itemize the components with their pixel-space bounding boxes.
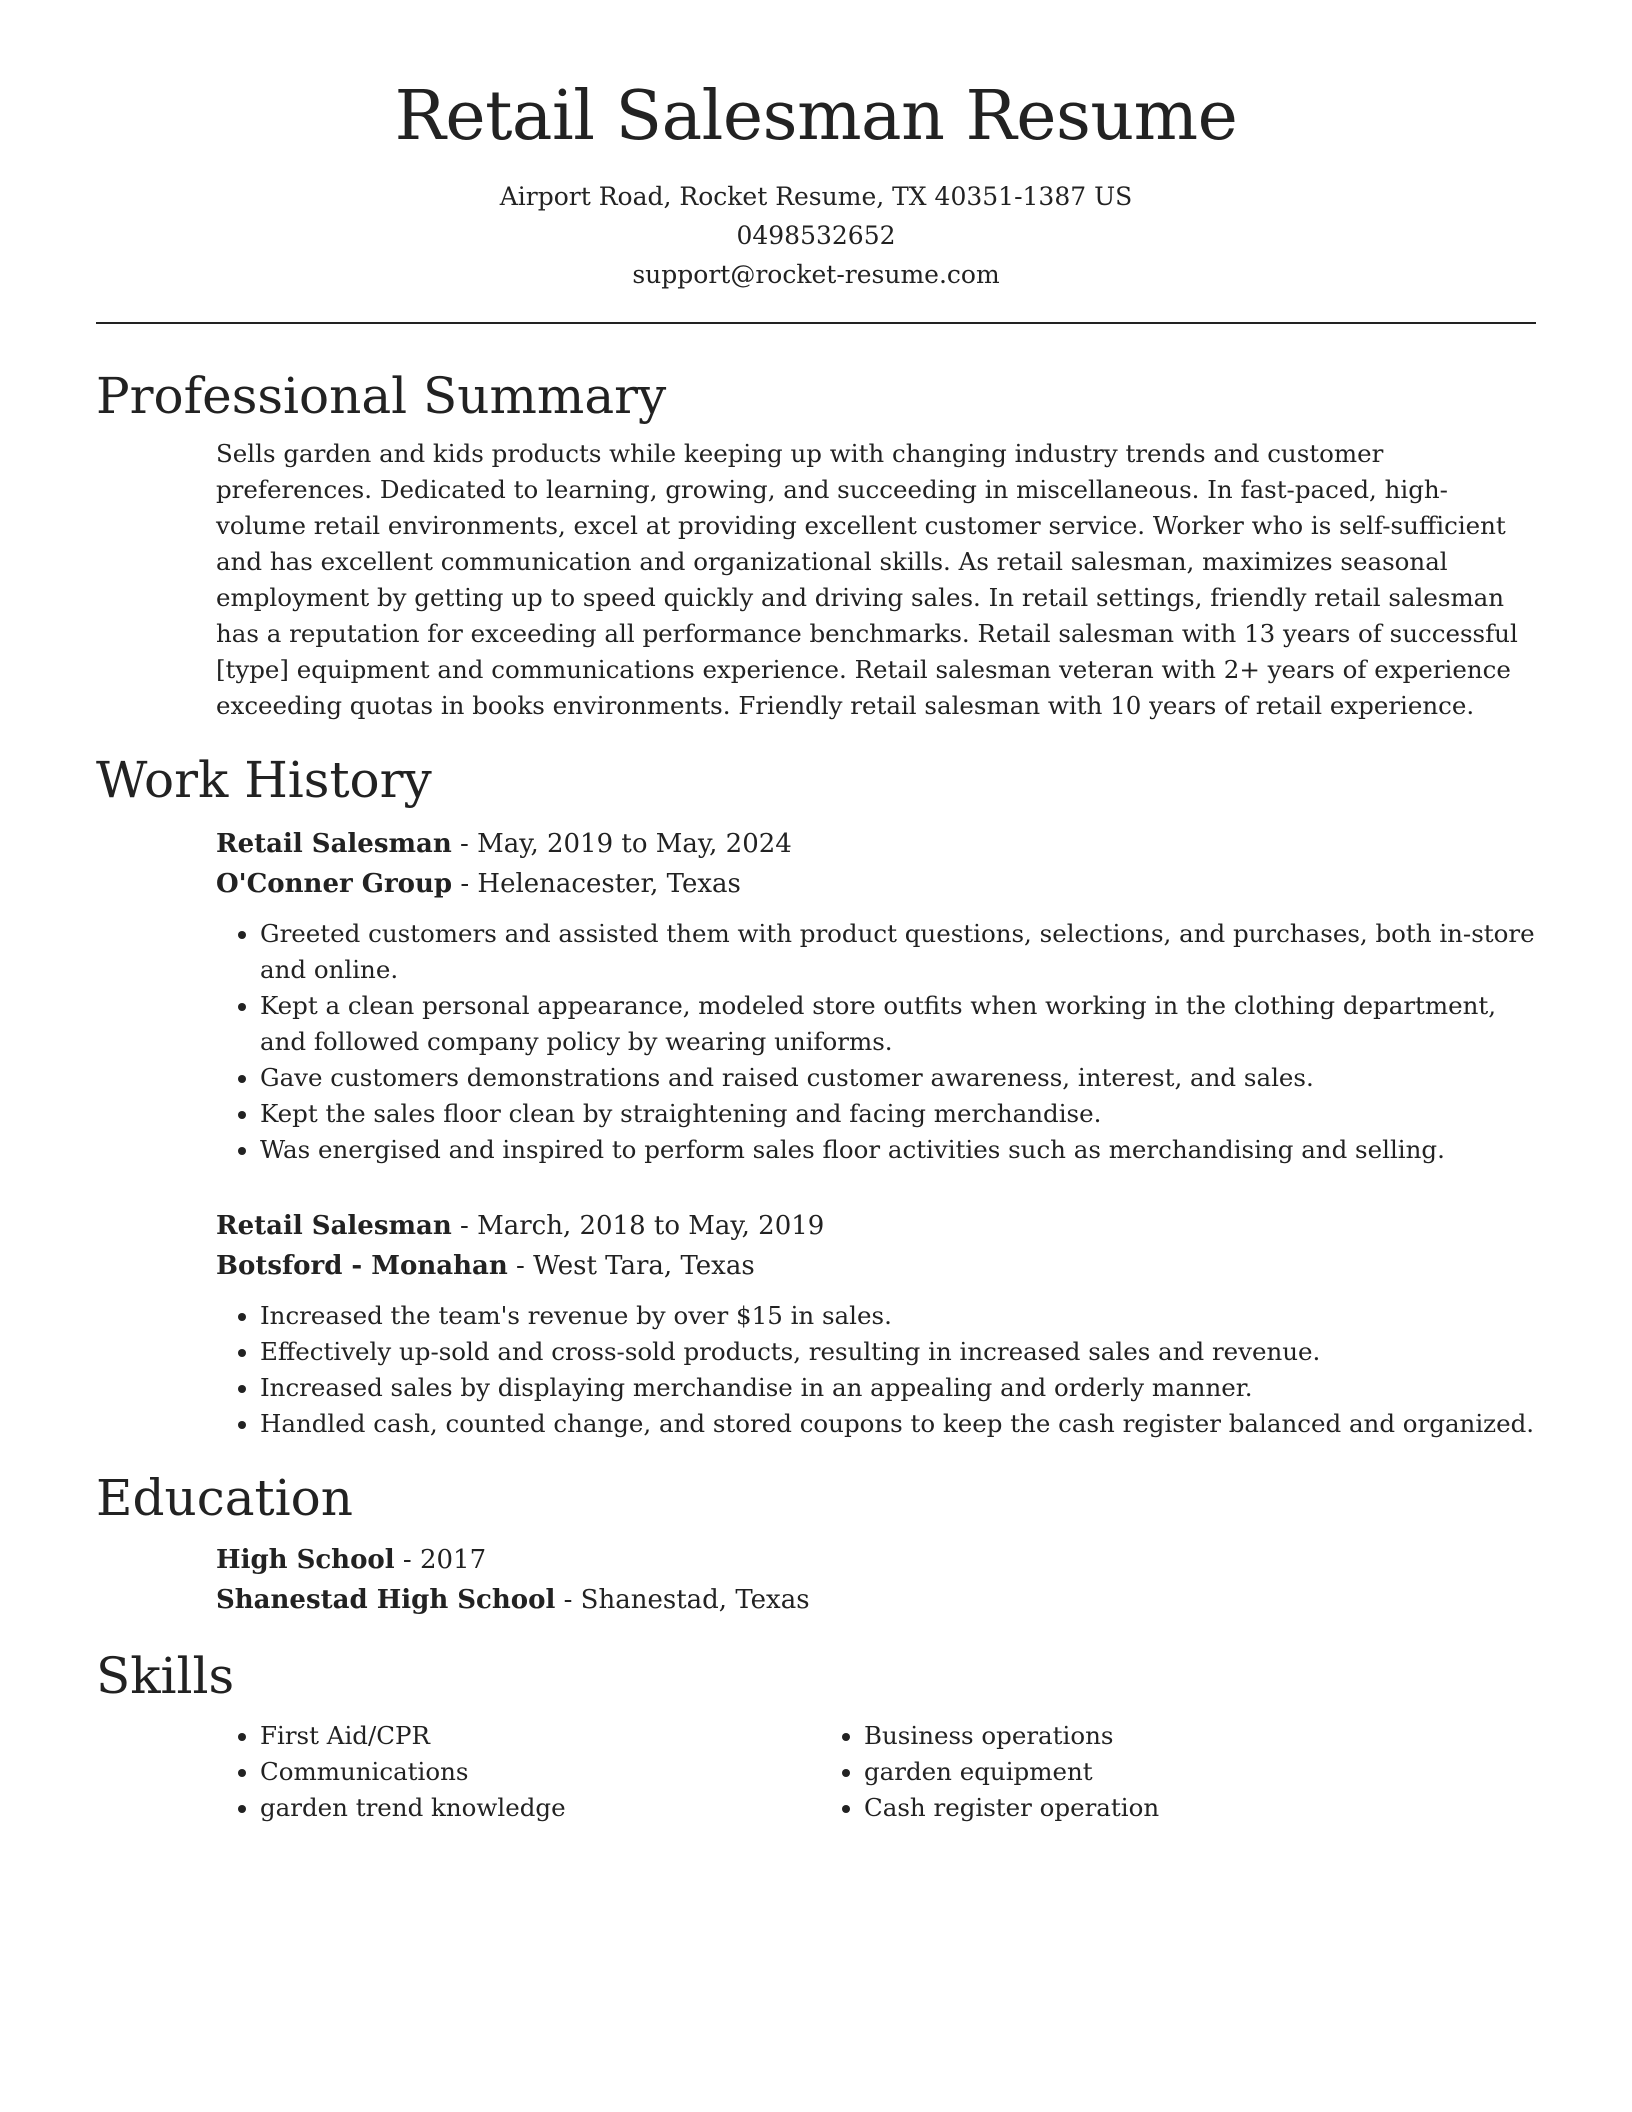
- summary-body: [216, 436, 1536, 724]
- education-school: Shanestad High School: [216, 1584, 556, 1615]
- job-entry: [216, 824, 1536, 1168]
- job-bullet: • Gave customers demonstrations and raised customer awareness, interest, and sales.: [260, 1060, 1536, 1096]
- job-bullet: • Handled cash, counted change, and stored coupons to keep the cash register balanced and organized.: [260, 1406, 1536, 1442]
- job-bullet: • Kept a clean personal appearance, modeled store outfits when working in the clothing department, and followed company policy by wearing uniforms.: [260, 988, 1536, 1060]
- job-bullet: • Increased the team's revenue by over $15 in sales.: [260, 1298, 1536, 1334]
- education-section: [96, 1468, 1536, 1620]
- resume-title: Retail Salesman Resume: [394, 77, 1238, 156]
- contact-info: [96, 177, 1536, 294]
- job-bullet: • Greeted customers and assisted them with product questions, selections, and purchases, both in-store and online.: [260, 916, 1536, 988]
- education-location: - Shanestad, Texas: [555, 1584, 810, 1615]
- section-title-summary: Professional Summary: [96, 366, 667, 425]
- address: Airport Road, Rocket Resume, TX 40351-1387 US: [499, 181, 1133, 211]
- job-role: Retail Salesman: [216, 1210, 452, 1241]
- skills-list-right: [820, 1718, 1424, 1826]
- job-company: Botsford - Monahan: [216, 1250, 508, 1281]
- job-company-line: [216, 864, 1536, 904]
- work-body: [216, 824, 1536, 1442]
- skill-item: • garden equipment: [864, 1754, 1424, 1790]
- section-title-education: Education: [96, 1468, 353, 1527]
- skill-item: • First Aid/CPR: [260, 1718, 820, 1754]
- job-bullet: • Was energised and inspired to perform sales floor activities such as merchandising and selling.: [260, 1132, 1536, 1168]
- job-role-line: [216, 1206, 1536, 1246]
- phone: 0498532652: [736, 220, 896, 250]
- job-role-line: [216, 824, 1536, 864]
- job-role: Retail Salesman: [216, 828, 452, 859]
- job-company-line: [216, 1246, 1536, 1286]
- education-school-line: [216, 1580, 1536, 1620]
- email: support@rocket-resume.com: [632, 259, 1000, 289]
- professional-summary-section: [96, 366, 1536, 724]
- education-year: - 2017: [394, 1544, 487, 1575]
- job-dates: - March, 2018 to May, 2019: [451, 1210, 825, 1241]
- summary-text: Sells garden and kids products while keeping up with changing industry trends and customer preferences. Dedicated to learning, growing, and succeeding in miscellaneous. In fast-paced, high-volume retail environments, excel at providing excellent customer service. Worker who is self-sufficient and has excellent communication and organizational skills. As retail salesman, maximizes seasonal employment by getting up to speed quickly and driving sales. In retail settings, friendly retail salesman has a reputation for exceeding all performance benchmarks. Retail salesman with 13 years of successful [type] equipment and communications experience. Retail salesman veteran with 2+ years of experience exceeding quotas in books environments. Friendly retail salesman with 10 years of retail experience.: [216, 438, 1518, 720]
- job-bullet: • Effectively up-sold and cross-sold products, resulting in increased sales and revenue.: [260, 1334, 1536, 1370]
- skills-section: [96, 1646, 1536, 1826]
- job-bullet: • Increased sales by displaying merchandise in an appealing and orderly manner.: [260, 1370, 1536, 1406]
- skills-list-left: [216, 1718, 820, 1826]
- work-history-section: [96, 750, 1536, 1442]
- education-degree-line: [216, 1540, 1536, 1580]
- skill-item: • garden trend knowledge: [260, 1790, 820, 1826]
- job-company: O'Conner Group: [216, 868, 453, 899]
- job-entry: [216, 1206, 1536, 1442]
- job-bullets: [216, 916, 1536, 1168]
- header-divider: [96, 322, 1536, 324]
- skills-body: [216, 1718, 1536, 1826]
- education-body: [216, 1540, 1536, 1620]
- job-dates: - May, 2019 to May, 2024: [451, 828, 792, 859]
- job-bullets: [216, 1298, 1536, 1442]
- job-bullet: • Kept the sales floor clean by straightening and facing merchandise.: [260, 1096, 1536, 1132]
- section-title-skills: Skills: [96, 1646, 235, 1705]
- skill-item: • Cash register operation: [864, 1790, 1424, 1826]
- education-degree: High School: [216, 1544, 395, 1575]
- job-location: - West Tara, Texas: [507, 1250, 755, 1281]
- resume-header: [96, 77, 1536, 294]
- job-location: - Helenacester, Texas: [452, 868, 741, 899]
- skill-item: • Business operations: [864, 1718, 1424, 1754]
- section-title-work: Work History: [96, 750, 432, 809]
- skill-item: • Communications: [260, 1754, 820, 1790]
